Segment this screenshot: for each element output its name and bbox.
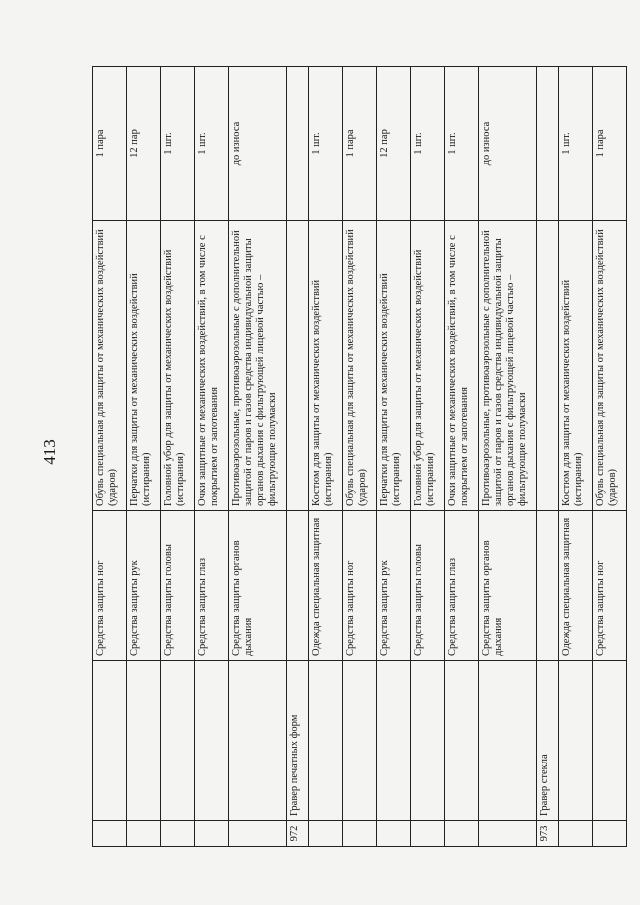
profession-cell <box>229 661 287 821</box>
ppe-spec-cell: Обувь специальная для защиты от механических воздействий (ударов) <box>343 221 377 511</box>
ppe-item-cell: Средства защиты глаз <box>195 511 229 661</box>
profession-cell <box>195 661 229 821</box>
profession-cell <box>411 661 445 821</box>
profession-cell <box>445 661 479 821</box>
row-number-cell <box>377 821 411 847</box>
ppe-spec-cell: Противоаэрозольные, противоаэрозольные с дополнительной защитой от паров и газов средства индивидуальной защиты органов дыхания с фильтрующей лицевой частью – фильтрующие полумаски <box>229 221 287 511</box>
ppe-spec-cell: Головной убор для защиты от механических воздействий (истирания) <box>161 221 195 511</box>
table-row <box>161 67 195 847</box>
row-number-cell: 972 <box>287 821 309 847</box>
profession-cell <box>377 661 411 821</box>
table-row <box>195 67 229 847</box>
row-number-cell <box>161 821 195 847</box>
ppe-item-cell: Средства защиты головы <box>161 511 195 661</box>
profession-cell <box>479 661 537 821</box>
table-row <box>377 67 411 847</box>
row-number-cell <box>93 821 127 847</box>
profession-cell <box>309 661 343 821</box>
profession-cell: Гравер стекла <box>537 661 559 821</box>
ppe-item-cell: Средства защиты ног <box>593 511 627 661</box>
quantity-cell <box>287 67 309 221</box>
ppe-spec-cell: Перчатки для защиты от механических воздействий (истирания) <box>377 221 411 511</box>
quantity-cell: 1 шт. <box>559 67 593 221</box>
ppe-item-cell: Одежда специальная защитная <box>559 511 593 661</box>
quantity-cell: 1 пара <box>93 67 127 221</box>
row-number-cell <box>593 821 627 847</box>
table-row <box>229 67 287 847</box>
ppe-item-cell: Одежда специальная защитная <box>309 511 343 661</box>
table-row <box>93 67 127 847</box>
ppe-spec-cell: Обувь специальная для защиты от механических воздействий (ударов) <box>93 221 127 511</box>
profession-cell <box>559 661 593 821</box>
quantity-cell: 1 шт. <box>161 67 195 221</box>
ppe-item-cell: Средства защиты рук <box>377 511 411 661</box>
table-row <box>343 67 377 847</box>
row-number-cell <box>229 821 287 847</box>
profession-cell <box>127 661 161 821</box>
row-number-cell <box>127 821 161 847</box>
quantity-cell: 1 шт. <box>195 67 229 221</box>
page-number: 413 <box>40 439 59 465</box>
profession-cell <box>93 661 127 821</box>
profession-cell <box>343 661 377 821</box>
quantity-cell: 1 шт. <box>411 67 445 221</box>
row-number-cell <box>479 821 537 847</box>
table-row <box>127 67 161 847</box>
row-number-cell <box>343 821 377 847</box>
ppe-spec-cell <box>537 221 559 511</box>
ppe-spec-cell: Головной убор для защиты от механических воздействий (истирания) <box>411 221 445 511</box>
table-row <box>593 67 627 847</box>
profession-cell <box>593 661 627 821</box>
quantity-cell: 1 пара <box>343 67 377 221</box>
table-row <box>445 67 479 847</box>
ppe-item-cell <box>537 511 559 661</box>
table-row <box>411 67 445 847</box>
table-row <box>287 67 309 847</box>
ppe-spec-cell: Очки защитные от механических воздействий, в том числе с покрытием от запотевания <box>195 221 229 511</box>
ppe-norms-table <box>92 66 627 847</box>
table-row <box>479 67 537 847</box>
quantity-cell: до износа <box>479 67 537 221</box>
table-row <box>559 67 593 847</box>
row-number-cell <box>411 821 445 847</box>
quantity-cell <box>537 67 559 221</box>
row-number-cell: 973 <box>537 821 559 847</box>
ppe-spec-cell: Очки защитные от механических воздействий, в том числе с покрытием от запотевания <box>445 221 479 511</box>
row-number-cell <box>445 821 479 847</box>
row-number-cell <box>309 821 343 847</box>
quantity-cell: 12 пар <box>377 67 411 221</box>
ppe-item-cell <box>287 511 309 661</box>
ppe-item-cell: Средства защиты глаз <box>445 511 479 661</box>
ppe-item-cell: Средства защиты рук <box>127 511 161 661</box>
profession-cell <box>161 661 195 821</box>
table-row <box>309 67 343 847</box>
ppe-spec-cell: Костюм для защиты от механических воздействий (истирания) <box>559 221 593 511</box>
ppe-spec-cell: Костюм для защиты от механических воздействий (истирания) <box>309 221 343 511</box>
quantity-cell: 1 пара <box>593 67 627 221</box>
ppe-item-cell: Средства защиты органов дыхания <box>229 511 287 661</box>
row-number-cell <box>559 821 593 847</box>
ppe-item-cell: Средства защиты ног <box>343 511 377 661</box>
quantity-cell: до износа <box>229 67 287 221</box>
ppe-item-cell: Средства защиты органов дыхания <box>479 511 537 661</box>
ppe-item-cell: Средства защиты головы <box>411 511 445 661</box>
ppe-spec-cell <box>287 221 309 511</box>
table-body <box>93 67 627 847</box>
table-row <box>537 67 559 847</box>
quantity-cell: 12 пар <box>127 67 161 221</box>
ppe-spec-cell: Противоаэрозольные, противоаэрозольные с дополнительной защитой от паров и газов средства индивидуальной защиты органов дыхания с фильтрующей лицевой частью – фильтрующие полумаски <box>479 221 537 511</box>
ppe-spec-cell: Перчатки для защиты от механических воздействий (истирания) <box>127 221 161 511</box>
quantity-cell: 1 шт. <box>309 67 343 221</box>
row-number-cell <box>195 821 229 847</box>
rotated-table-frame <box>92 67 619 847</box>
quantity-cell: 1 шт. <box>445 67 479 221</box>
profession-cell: Гравер печатных форм <box>287 661 309 821</box>
ppe-item-cell: Средства защиты ног <box>93 511 127 661</box>
ppe-spec-cell: Обувь специальная для защиты от механических воздействий (ударов) <box>593 221 627 511</box>
